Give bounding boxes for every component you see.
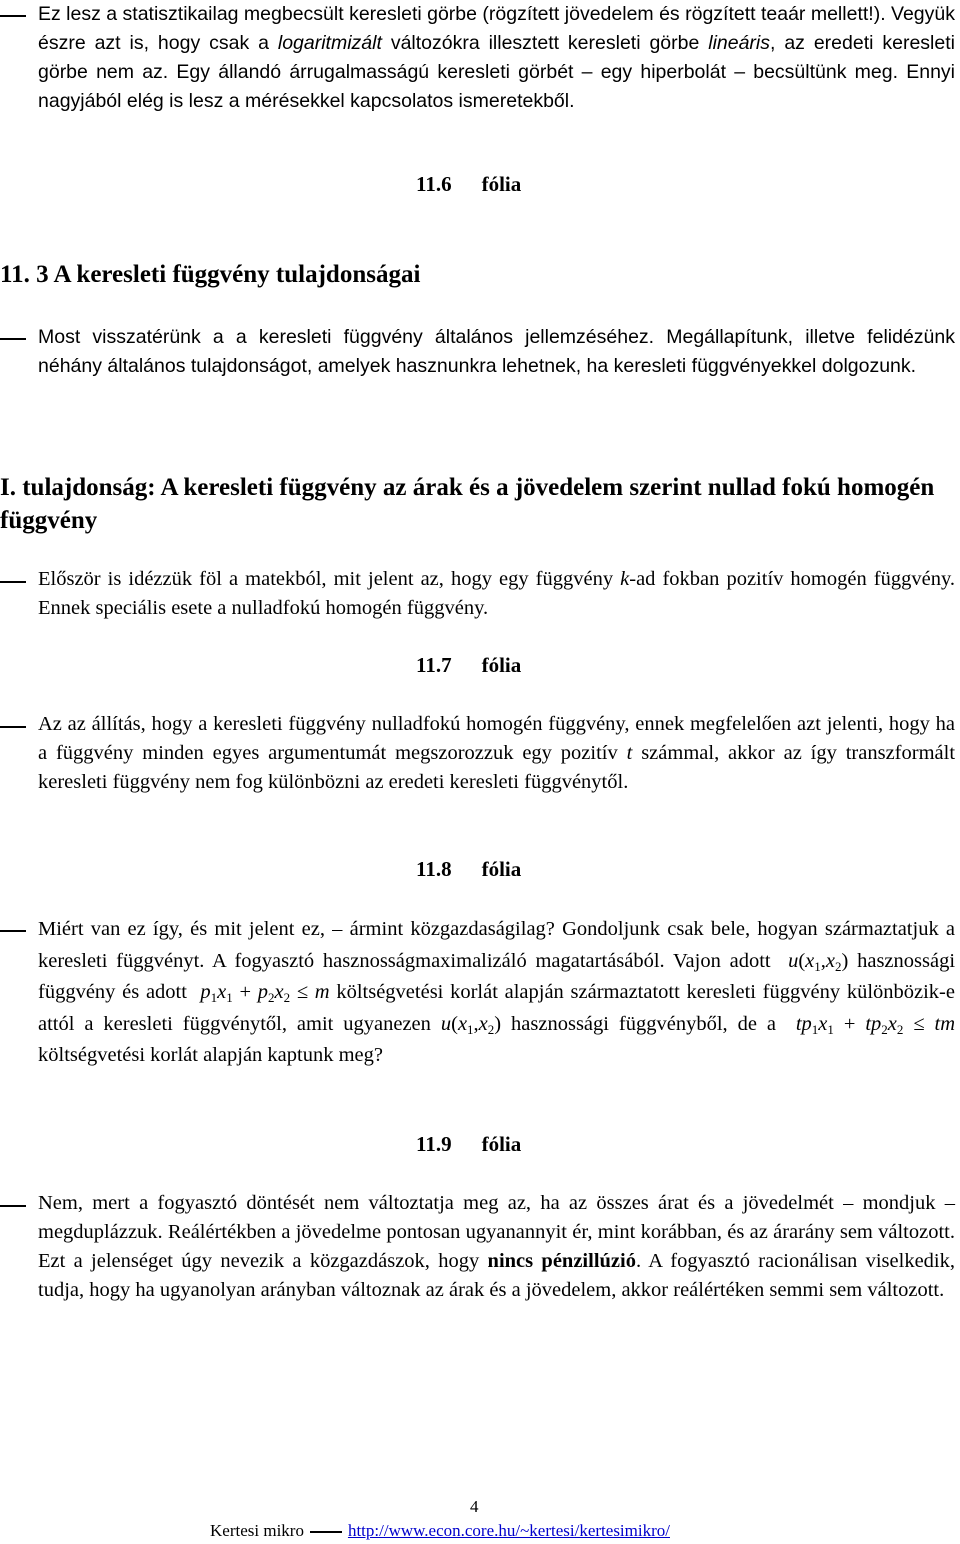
term-no-money-illusion: nincs pénzillúzió [487, 1250, 636, 1272]
paragraph-no-money-illusion: Nem, mert a fogyasztó döntését nem változtatja meg az, ha az összes árat és a jövedelmét – mondjuk – megduplázzuk. Reálértékben a jövedelme pontosan ugyanannyit ér, mint korábban, és az árarány sem változott. Ezt a jelenséget úgy nevezik a közgazdászok, hogy nincs pénzillúzió. A fogyasztó racionálisan viselkedik, tudja, hogy ha ugyanolyan arányban változnak az árak és a jövedelem, akkor reálértéken semmi sem változott. [38, 1192, 955, 1301]
budget-constraint-formula: $p_1x_1 + p_2x_2 \le m$ [200, 981, 330, 1005]
paragraph-homogeneity-definition: Először is idézzük föl a matekból, mit jelent az, hogy egy függvény k-ad fokban pozitív homogén függvény. Ennek speciális esete a nulladfokú homogén függvény. [38, 568, 955, 619]
slide-ref-11-8: 11.8 fólia [416, 857, 522, 881]
page-footer [210, 1521, 670, 1541]
footer-separator [310, 1531, 342, 1532]
footer-author: Kertesi mikro [210, 1521, 304, 1540]
page-number: 4 [470, 1497, 479, 1516]
paragraph-demand-curve-estimate: Ez lesz a statisztikailag megbecsült keresleti görbe (rögzített jövedelem és rögzített teaár mellett!). Vegyük észre azt is, hogy csak a logaritmizált változókra illesztett keresleti görbe lineáris, az eredeti keresleti görbe nem az. Egy állandó árrugalmasságú keresleti görbét – egy hiperbolát – becsültünk meg. Ennyi nagyjából elég is lesz a mérésekkel kapcsolatos ismeretekből. [38, 3, 955, 112]
bullet-dash [0, 726, 26, 728]
scaled-budget-constraint-formula: $tp_1x_1 + tp_2x_2$ ≤ tm [795, 1012, 956, 1037]
slide-ref-11-9: 11.9 fólia [416, 1132, 522, 1156]
paragraph-why-question: Miért van ez így, és mit jelent ez, – ármint közgazdaságilag? Gondoljunk csak bele, hogyan származtatjuk a keresleti függvényt. A fogyasztó hasznosságmaximalizáló magatartásából. Vajon adott $u(x_1,x_2)$ hasznossági függvény és adott $p_1x_1 + p_2x_2 \le m$ költségvetési korlát alapján származtatott keresleti függvény különbözik-e attól a keresleti függvénytől, amit ugyanezen $u(x_1,x_2)$ hasznossági függvényből, de a $tp_1x_1 + tp_2x_2$ ≤ tm költségvetési korlát alapján kaptunk meg? [38, 918, 956, 1066]
utility-function-formula: $u(x_1,x_2)$ [788, 949, 849, 974]
paragraph-intro: Most visszatérünk a a keresleti függvény általános jellemzéséhez. Megállapítunk, illetve felidézünk néhány általános tulajdonságot, amelyek hasznunkra lehetnek, ha keresleti függvényekkel dolgozunk. [38, 326, 955, 377]
slide-ref-11-7: 11.7 fólia [416, 653, 522, 677]
property-heading: I. tulajdonság: A keresleti függvény az árak és a jövedelem szerint nullad fokú homogén függvény [0, 474, 935, 534]
bullet-dash [0, 581, 26, 583]
slide-ref-11-6: 11.6 fólia [416, 172, 522, 196]
emphasis-logaritmizalt: logaritmizált [277, 32, 382, 54]
bullet-dash [0, 1205, 26, 1207]
paragraph-zero-degree-meaning: Az az állítás, hogy a keresleti függvény nulladfokú homogén függvény, ennek megfelelően azt jelenti, hogy ha a függvény minden egyes argumentumát megszorozzuk egy pozitív t számmal, akkor az így transzformált keresleti függvény nem fog különbözni az eredeti keresleti függvénytől. [38, 713, 956, 793]
bullet-dash [0, 930, 26, 932]
bullet-dash [0, 338, 26, 340]
emphasis-linearis: lineáris [708, 32, 771, 54]
section-heading: 11. 3 A keresleti függvény tulajdonságai [0, 261, 421, 288]
utility-function-formula-2: $u(x_1,x_2)$ [440, 1012, 502, 1037]
footer-url-link[interactable]: http://www.econ.core.hu/~kertesi/kertesimikro/ [347, 1521, 670, 1540]
bullet-dash [0, 15, 26, 17]
